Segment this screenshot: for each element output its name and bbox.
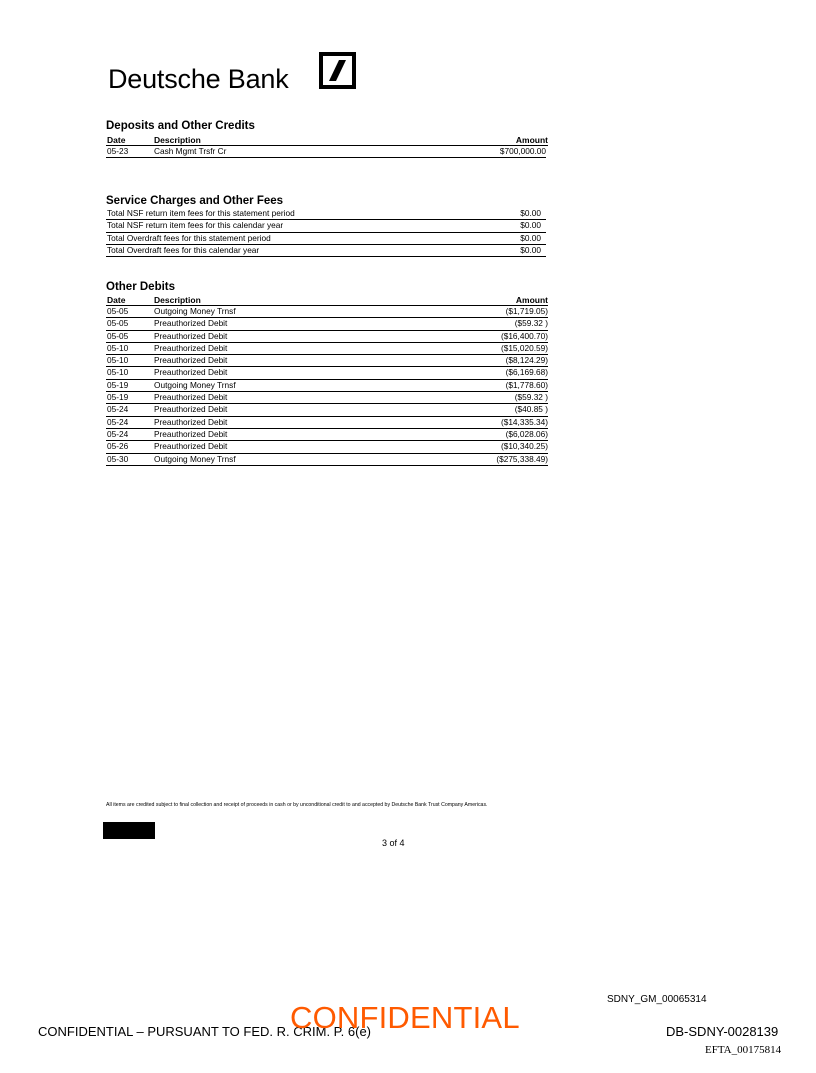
row-date: 05-05: [107, 306, 129, 316]
table-row: [106, 441, 548, 453]
row-amount: $700,000.00: [499, 146, 546, 156]
fee-amount: $0.00: [520, 244, 541, 255]
page-number: 3 of 4: [382, 838, 405, 848]
row-date: 05-10: [107, 355, 129, 366]
row-description: Outgoing Money Trnsf: [154, 379, 236, 390]
brand-name: Deutsche Bank: [108, 64, 289, 94]
debits-date-header: Date: [107, 295, 126, 305]
deposits-table: [106, 135, 548, 158]
fee-label: Total NSF return item fees for this statement period: [107, 208, 295, 218]
row-date: 05-24: [107, 416, 129, 427]
row-date: 05-19: [107, 392, 129, 403]
row-amount: ($6,028.06): [505, 428, 548, 439]
row-date: 05-10: [107, 342, 129, 353]
table-row: [106, 331, 548, 343]
confidential-notice: CONFIDENTIAL – PURSUANT TO FED. R. CRIM. P. 6(e): [38, 1024, 372, 1039]
table-row: [106, 429, 548, 441]
table-row: [106, 343, 548, 355]
row-date: 05-26: [107, 441, 129, 452]
row-description: Preauthorized Debit: [154, 330, 228, 341]
row-date: 05-24: [107, 428, 129, 439]
deutsche-bank-slash-logo-icon: [319, 52, 356, 89]
table-row: [106, 367, 548, 379]
debits-amount-header: Amount: [515, 295, 548, 305]
row-amount: ($16,400.70): [500, 330, 548, 341]
row-amount: ($275,338.49): [496, 453, 548, 464]
row-description: Preauthorized Debit: [154, 428, 228, 439]
row-amount: ($1,719.05): [505, 306, 548, 316]
row-description: Outgoing Money Trnsf: [154, 306, 236, 316]
table-row: [106, 208, 546, 220]
table-row: [106, 404, 548, 416]
table-row: [106, 454, 548, 466]
table-row: [106, 318, 548, 330]
bates-number-efta: EFTA_00175814: [705, 1044, 782, 1056]
row-description: Preauthorized Debit: [154, 318, 228, 329]
row-description: Preauthorized Debit: [154, 404, 228, 415]
disclaimer-text: All items are credited subject to final collection and receipt of proceeds in cash or by unconditional credit to and accepted by Deutsche Bank Trust Company Americas.: [106, 802, 488, 808]
fee-amount: $0.00: [520, 232, 541, 243]
deposits-date-header: Date: [107, 135, 126, 145]
row-amount: ($1,778.60): [505, 379, 548, 390]
fee-label: Total Overdraft fees for this calendar year: [107, 244, 260, 255]
row-amount: ($59.32 ): [514, 392, 548, 403]
debits-header-row: [106, 295, 548, 306]
fees-table: [106, 208, 546, 257]
row-description: Preauthorized Debit: [154, 441, 228, 452]
fee-label: Total NSF return item fees for this calendar year: [107, 220, 284, 231]
row-date: 05-05: [107, 330, 129, 341]
fee-amount: $0.00: [520, 208, 541, 218]
table-row: [106, 417, 548, 429]
row-description: Cash Mgmt Trsfr Cr: [154, 146, 227, 156]
debits-description-header: Description: [154, 295, 201, 305]
debits-title: Other Debits: [106, 281, 176, 293]
fee-amount: $0.00: [520, 220, 541, 231]
table-row: [106, 380, 548, 392]
debits-table: [106, 295, 548, 466]
row-date: 05-19: [107, 379, 129, 390]
deposits-title: Deposits and Other Credits: [106, 120, 255, 132]
deposits-amount-header: Amount: [515, 135, 548, 145]
bates-number-db: DB-SDNY-0028139: [666, 1024, 779, 1039]
row-description: Preauthorized Debit: [154, 392, 228, 403]
row-date: 05-23: [107, 146, 129, 156]
row-date: 05-24: [107, 404, 129, 415]
table-row: [106, 233, 546, 245]
table-row: [106, 355, 548, 367]
deposits-header-row: [106, 135, 548, 146]
row-description: Preauthorized Debit: [154, 342, 228, 353]
table-row: [106, 220, 546, 232]
row-amount: ($59.32 ): [514, 318, 548, 329]
row-date: 05-10: [107, 367, 129, 378]
row-amount: ($15,020.59): [500, 342, 548, 353]
row-date: 05-30: [107, 453, 129, 464]
deposits-description-header: Description: [154, 135, 201, 145]
table-row: [106, 245, 546, 257]
table-row: [106, 392, 548, 404]
row-amount: ($10,340.25): [500, 441, 548, 452]
row-amount: ($14,335.34): [500, 416, 548, 427]
table-row: [106, 146, 546, 158]
fees-title: Service Charges and Other Fees: [106, 195, 284, 207]
confidential-stamp: CONFIDENTIAL: [290, 1000, 520, 1035]
redaction-block: [103, 822, 155, 839]
row-amount: ($8,124.29): [505, 355, 548, 366]
row-amount: ($6,169.68): [505, 367, 548, 378]
bates-number-sdny: SDNY_GM_00065314: [607, 994, 707, 1005]
row-amount: ($40.85 ): [514, 404, 548, 415]
row-description: Preauthorized Debit: [154, 355, 228, 366]
row-description: Preauthorized Debit: [154, 367, 228, 378]
table-row: [106, 306, 548, 318]
row-description: Preauthorized Debit: [154, 416, 228, 427]
fee-label: Total Overdraft fees for this statement period: [107, 232, 271, 243]
row-date: 05-05: [107, 318, 129, 329]
row-description: Outgoing Money Trnsf: [154, 453, 236, 464]
